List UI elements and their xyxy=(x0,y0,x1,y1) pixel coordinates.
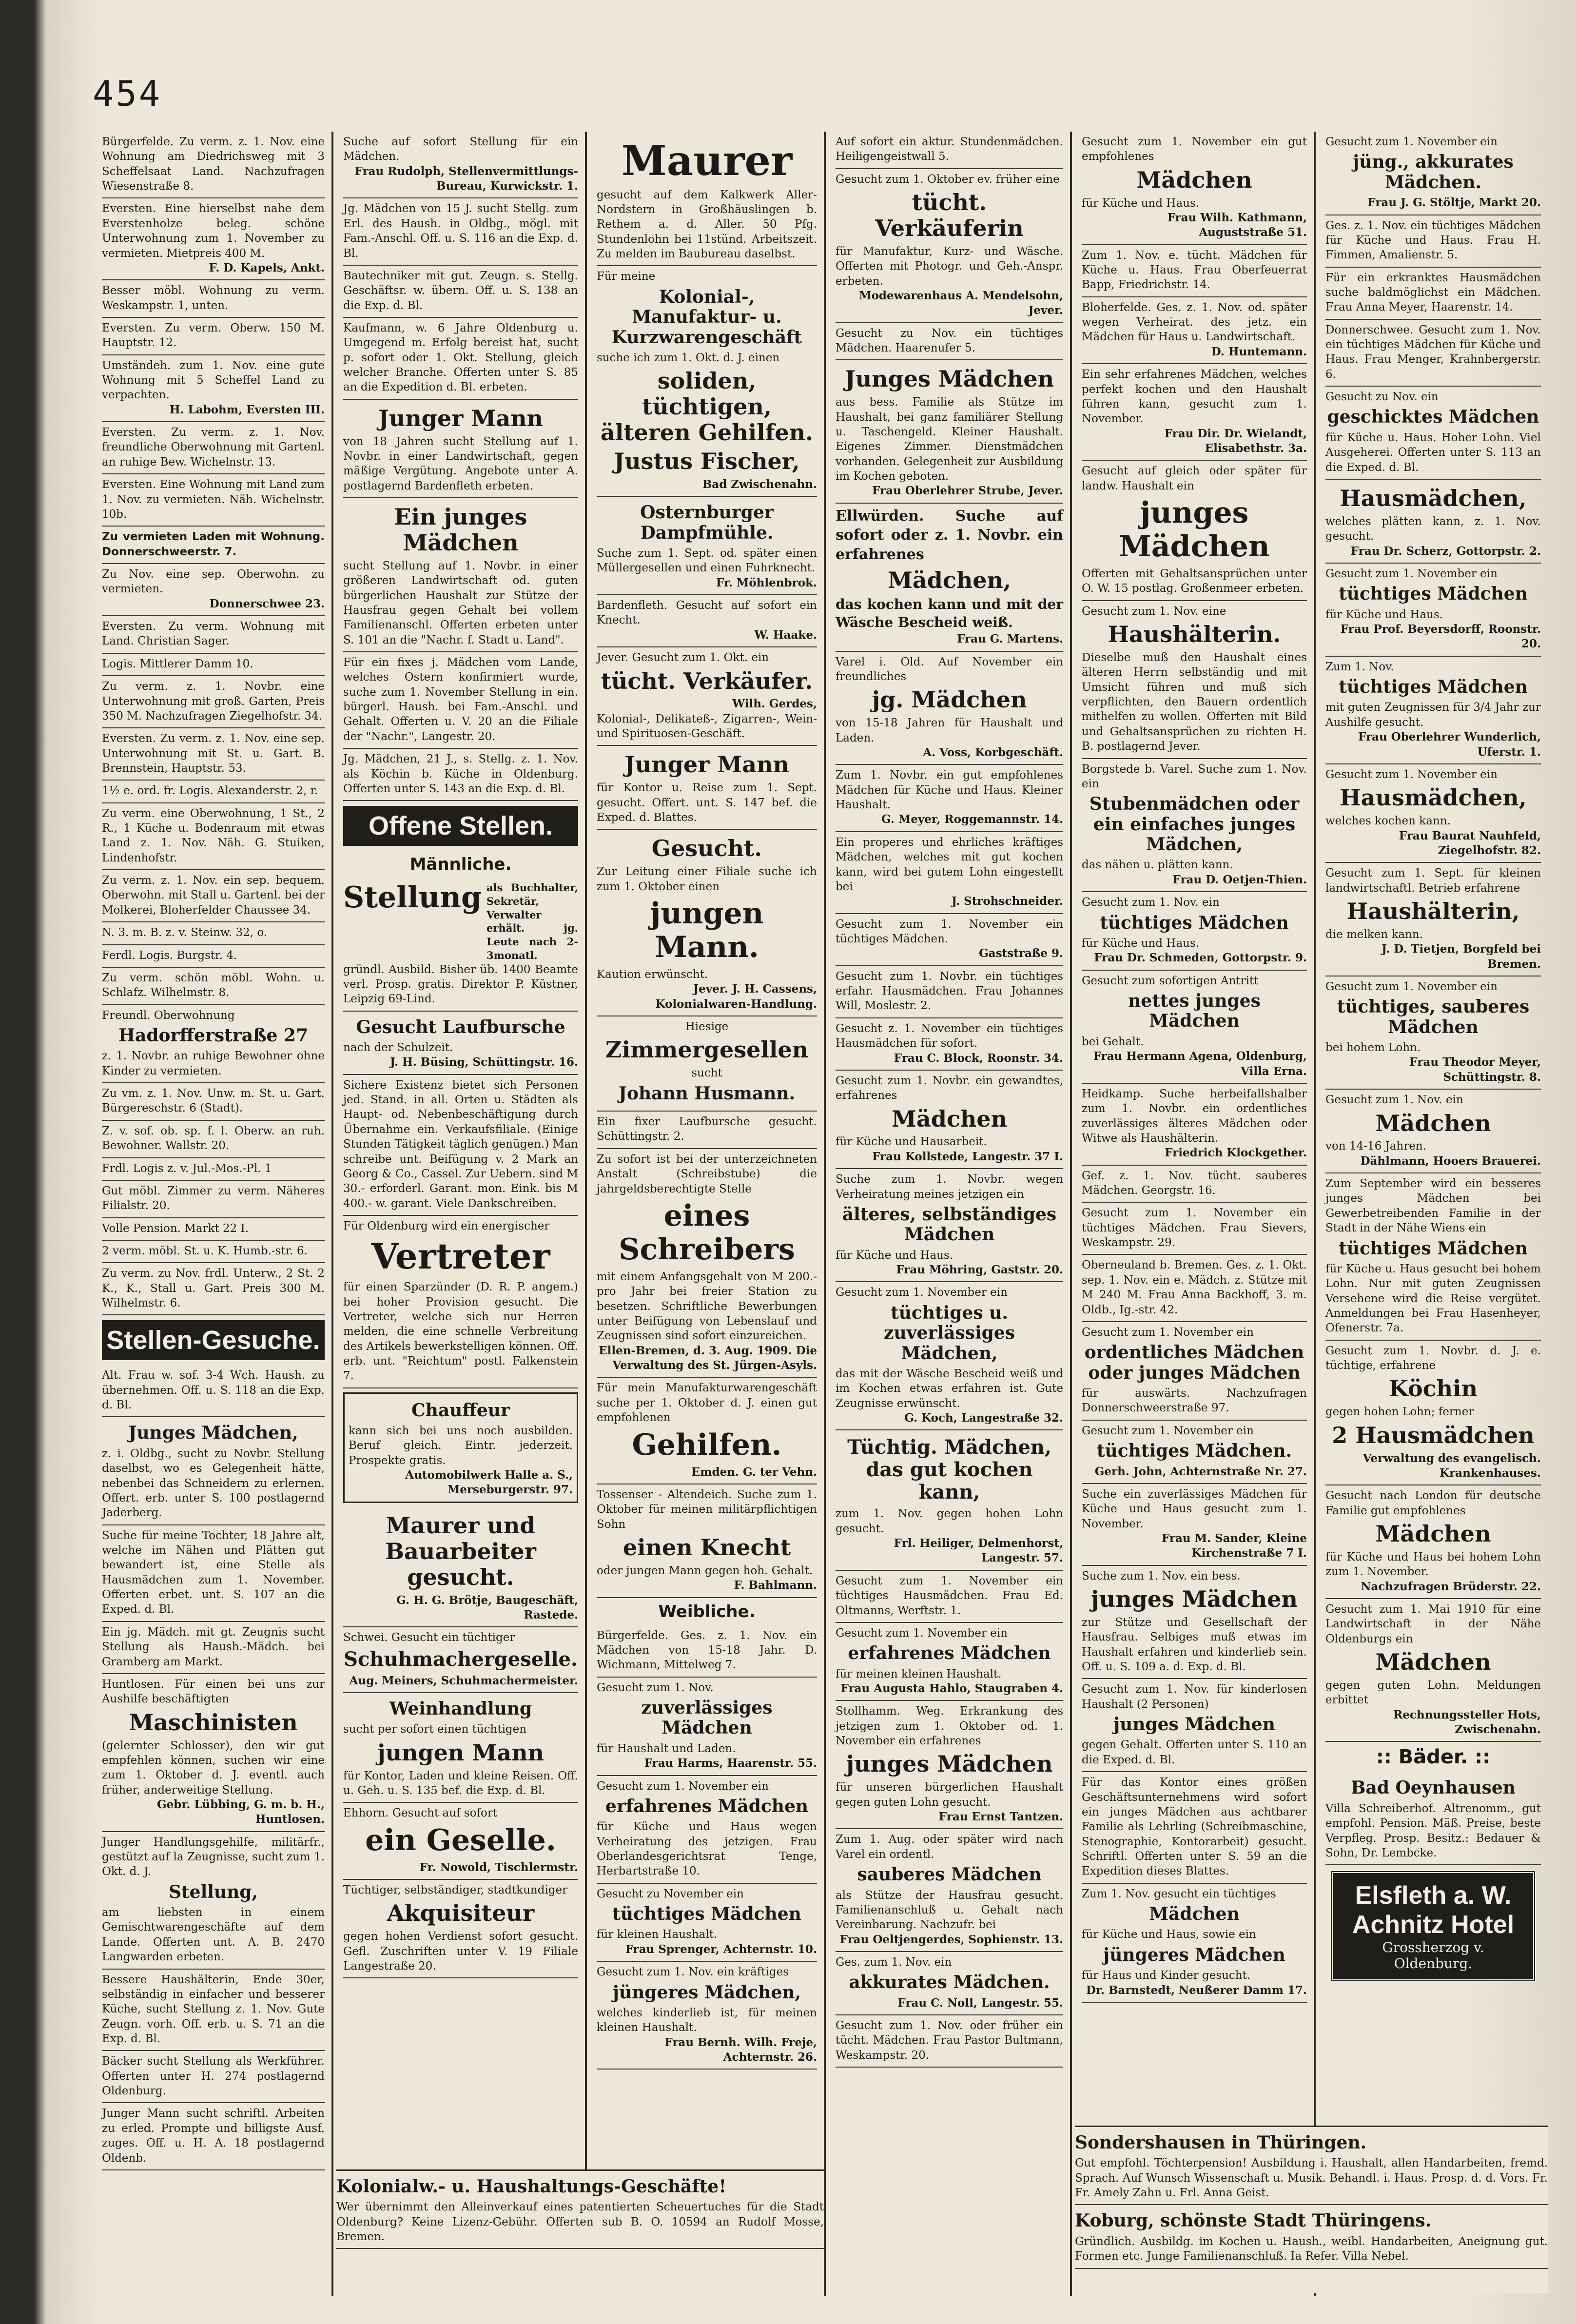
classified-ad: Für mein Manufakturwarengeschäft suche per 1. Oktober d. J. einen gut empfohlenen Gehilfen. Emden. G. ter Vehn. xyxy=(597,1378,817,1484)
classified-ad: Weinhandlung sucht per sofort einen tüchtigen jungen Mann für Kontor, Laden und kleine Reisen. Off. u. Geh. u. S. 135 bef. die Exp. d. Bl. xyxy=(343,1693,578,1803)
ad-headline: Kolonialw.- u. Haushaltungs-Geschäfte! xyxy=(336,2176,727,2197)
classified-ad: Zu Nov. eine sep. Oberwohn. zu vermieten. Donnerschwee 23. xyxy=(102,564,325,616)
classified-ad: Gesucht zum 1. Novbr. d. J. e. tüchtige, erfahrene Köchin gegen hohen Lohn; ferner 2 Hausmädchen Verwaltung des evangelisch. Krankenhauses. xyxy=(1325,1341,1541,1486)
classified-ad: Gesucht zum 1. Mai 1910 für eine Landwirtschaft in der Nähe Oldenburgs ein Mädchen gegen guten Lohn. Meldungen erbittet Rechnungssteller Hots, Zwischenahn. xyxy=(1325,1599,1541,1742)
column-3 xyxy=(590,132,824,2296)
ad-headline: junges Mädchen xyxy=(1113,1714,1275,1735)
ad-headline: Maschinisten xyxy=(129,1709,298,1736)
classified-ad: Z. v. sof. ob. sp. f. l. Oberw. an ruh. Bewohner. Wallstr. 20. xyxy=(102,1121,325,1158)
ad-headline: Mädchen xyxy=(1375,1521,1491,1547)
ad-headline: Hadorfferstraße 27 xyxy=(118,1025,308,1046)
ad-headline: Ein junges Mädchen xyxy=(394,504,527,556)
ad-headline: Zimmergesellen xyxy=(605,1036,809,1063)
ad-headline: Chauffeur xyxy=(411,1400,510,1421)
ad-headline: Maurer und Bauarbeiter gesucht. xyxy=(385,1512,536,1590)
classified-ad: Jever. Gesucht zum 1. Okt. ein tücht. Verkäufer. Wilh. Gerdes, Kolonial-, Delikateß-, Zigarren-, Wein- und Spirituosen-Geschäft. xyxy=(597,647,817,746)
ad-headline: Gesucht. xyxy=(651,835,762,862)
classified-ad: Suche für meine Tochter, 18 Jahre alt, welche im Nähen und Plätten gut bewandert ist, eine Stelle als Hausmädchen zum 1. November. Offerten erbet. unt. S. 107 an die Exped. d. Bl. xyxy=(102,1525,325,1622)
ad-headline: junges Mädchen xyxy=(846,1751,1053,1777)
classified-ad: Bloherfelde. Ges. z. 1. Nov. od. später wegen Verheirat. des jetz. ein Mädchen für Haus u. Landwirtschaft. D. Huntemann. xyxy=(1082,297,1307,364)
classified-ad: Bessere Haushälterin, Ende 30er, selbständig in einfacher und besserer Küche, sucht Stellung z. 1. Nov. Gute Zeugn. vorh. Off. erb. u. S. 71 an die Exp. d. Bl. xyxy=(102,1970,325,2051)
classified-ad: Eversten. Eine Wohnung mit Land zum 1. Nov. zu vermieten. Näh. Wichelnstr. 10b. xyxy=(102,474,325,527)
classified-ad: Gesucht auf gleich oder später für landw. Haushalt ein junges Mädchen Offerten mit Gehaltsansprüchen unter O. W. 15 postlag. Großenmeer erbeten. xyxy=(1082,461,1307,601)
ad-headline: erfahrenes Mädchen xyxy=(605,1796,809,1816)
ad-headline: Stubenmädchen oder ein einfaches junges Mädchen, xyxy=(1089,794,1300,855)
classified-ad: Junges Mädchen aus bess. Familie als Stütze im Haushalt, bei ganz familiärer Stellung u. Taschengeld. Kleiner Haushalt. Eigenes Zimmer. Dienstmädchen vorhanden. Gelegenheit zur Ausbildung im Kochen geboten. Frau Oberlehrer Strube, Jever. xyxy=(836,360,1063,503)
ad-headline: akkurates Mädchen. xyxy=(849,1972,1050,1993)
classified-ad: Gesucht zum 1. Nov. zuverlässiges Mädchen für Haushalt und Laden. Frau Harms, Haarenstr. 55. xyxy=(597,1678,817,1776)
ad-headline: Gehilfen. xyxy=(632,1427,782,1462)
classified-ad: Eversten. Eine hierselbst nahe dem Everstenholze beleg. schöne Unterwohnung zum 1. November zu vermieten. Mietpreis 400 M. F. D. Kapels, Ankt. xyxy=(102,198,325,280)
classified-ad: Eversten. Zu verm. z. 1. Nov. eine sep. Unterwohnung mit St. u. Gart. B. Brennstein, Hauptstr. 53. xyxy=(102,728,325,781)
ad-headline: tüchtiges Mädchen. xyxy=(1096,1441,1292,1462)
ad-headline: junges Mädchen xyxy=(1119,496,1270,564)
classified-ad: Alt. Frau w. sof. 3-4 Wch. Haush. zu übernehmen. Off. u. S. 118 an die Exp. d. Bl. xyxy=(102,1365,325,1417)
classified-ad: Zu vm. z. 1. Nov. Unw. m. St. u. Gart. Bürgereschstr. 6 (Stadt). xyxy=(102,1083,325,1121)
ad-headline: Vertreter xyxy=(371,1235,550,1277)
classified-ad: Für meine Kolonial-, Manufaktur- u. Kurzwarengeschäft suche ich zum 1. Okt. d. J. einen soliden, tüchtigen, älteren Gehilfen. Justus Fischer, Bad Zwischenahn. xyxy=(597,266,817,497)
classified-ad: Gesucht zum 1. Oktober ev. früher eine tücht. Verkäuferin für Manufaktur, Kurz- und Wäsche. Offerten mit Photogr. und Geh.-Anspr. erbeten. Modewarenhaus A. Mendelsohn, Jever. xyxy=(836,169,1063,323)
ad-headline: Stellung, xyxy=(169,1881,258,1902)
ad-headline: tücht. Verkäuferin xyxy=(875,189,1024,241)
column-5 xyxy=(1075,132,1314,2296)
classified-ad: Zum 1. Nov. e. tücht. Mädchen für Küche u. Haus. Frau Oberfeuerrat Bapp, Friedrichstr. 14. xyxy=(1082,245,1307,297)
ad-headline: tüchtiges u. zuverlässiges Mädchen, xyxy=(884,1302,1015,1364)
page-number: 454 xyxy=(93,73,162,114)
classified-ad: Für ein erkranktes Hausmädchen suche baldmöglichst ein Mädchen. Frau Anna Meyer, Haarenstr. 14. xyxy=(1325,268,1541,320)
ad-headline: jungen Mann. xyxy=(650,897,764,965)
classified-ad: Gesucht zum 1. November ein ordentliches Mädchen oder junges Mädchen für auswärts. Nachzufragen Donnerschweerstraße 97. xyxy=(1082,1322,1307,1421)
ad-headline: Akquisiteur xyxy=(387,1900,535,1927)
classified-ad: Ehhorn. Gesucht auf sofort ein Geselle. Fr. Nowold, Tischlermstr. xyxy=(343,1803,578,1880)
ad-headline: Mädchen xyxy=(891,1105,1008,1132)
classified-ad: Gesucht zum 1. Novbr. ein gewandtes, erfahrenes Mädchen für Küche und Hausarbeit. Frau Kollstede, Langestr. 37 I. xyxy=(836,1071,1063,1169)
ad-headline: Junges Mädchen, xyxy=(128,1423,298,1444)
classified-ad: Jg. Mädchen, 21 J., s. Stellg. z. 1. Nov. als Köchin b. Küche in Oldenburg. Offerten unter S. 143 an die Exp. d. Bl. xyxy=(343,749,578,801)
classified-ad: Maurer und Bauarbeiter gesucht. G. H. G. Brötje, Baugeschäft, Rastede. xyxy=(343,1507,578,1627)
classified-ad: Eversten. Zu verm. z. 1. Nov. freundliche Oberwohnung mit Gartenl. an ruhige Bew. Wichelnstr. 13. xyxy=(102,422,325,474)
classified-ad: Junger Handlungsgehilfe, militärfr., gestützt auf la Zeugnisse, sucht zum 1. Okt. d. J. Stellung, am liebsten in einem Gemischtwarengeschäfte auf dem Lande. Offerten unt. A. B. 2470 Langwarden erbeten. xyxy=(102,1832,325,1970)
classified-ad: Junger Mann sucht schriftl. Arbeiten zu erled. Prompte und billigste Ausf. zuges. Off. u. H. A. 18 postlagernd Oldenb. xyxy=(102,2103,325,2170)
classified-ad: Gesucht zum 1. November ein erfahrenes Mädchen für Küche und Haus wegen Verheiratung des jetzigen. Frau Oberlandesgerichtsrat Tenge, Herbartstraße 10. xyxy=(597,1776,817,1884)
ad-headline: nettes junges Mädchen xyxy=(1128,991,1261,1032)
classified-ad: Suche auf sofort Stellung für ein Mädchen. Frau Rudolph, Stellenvermittlungs-Bureau, Kurwickstr. 1. xyxy=(343,132,578,198)
classified-ad: Für ein fixes j. Mädchen vom Lande, welches Ostern konfirmiert wurde, suche zum 1. November Stellung in ein. bürgerl. Haush. bei Fam.-Anschl. und Gehalt. Offerten u. V. 20 an die Filiale der "Nachr.", Langestr. 20. xyxy=(343,652,578,749)
classified-ad: Suche zum 1. Novbr. wegen Verheiratung meines jetzigen ein älteres, selbständiges Mädchen für Küche und Haus. Frau Möhring, Gaststr. 20. xyxy=(836,1169,1063,1282)
column-2 xyxy=(336,132,585,2296)
ad-headline: jg. Mädchen xyxy=(872,686,1027,713)
ad-headline: tüchtiges Mädchen xyxy=(1100,912,1289,933)
ad-headline: tüchtiges Mädchen xyxy=(1339,677,1528,698)
classified-ad: Tossenser - Altendeich. Suche zum 1. Oktober für meinen militärpflichtigen Sohn einen Knecht oder jungen Mann gegen hoh. Gehalt. F. Bahlmann. xyxy=(597,1484,817,1598)
classified-ad: Gesucht zum 1. November ein jüng., akkurates Mädchen. Frau J. G. Stöltje, Markt 20. xyxy=(1325,132,1541,215)
ad-headline: Junger Mann xyxy=(378,405,543,431)
classified-ad: Zu vermieten Laden mit Wohnung. Donnerschweerstr. 7. xyxy=(102,527,325,564)
ad-signature: Johann Husmann. xyxy=(618,1083,796,1104)
classified-ad: Junger Mann für Kontor u. Reise zum 1. Sept. gesucht. Offert. unt. S. 147 bef. die Exped. d. Blattes. xyxy=(597,746,817,830)
classified-ad: Chauffeur kann sich bei uns noch ausbilden. Beruf gleich. Eintr. jederzeit. Prospekte gratis. Automobilwerk Halle a. S., Merseburgerstr. 97. xyxy=(343,1392,578,1503)
ad-headline: einen Knecht xyxy=(623,1534,791,1561)
ad-headline: Haushälterin, xyxy=(1346,898,1520,924)
classified-ad: Gesucht zum 1. November ein tüchtiges Mädchen. Gerh. John, Achternstraße Nr. 27. xyxy=(1082,1421,1307,1484)
classified-ad: Osternburger Dampfmühle. Suche zum 1. Sept. od. später einen Müllergesellen und einen Fuhrknecht. Fr. Möhlenbrok. xyxy=(597,497,817,595)
ad-headline: sauberes Mädchen xyxy=(857,1864,1042,1885)
ad-headline: tüchtiges Mädchen xyxy=(612,1904,801,1925)
classified-ad: Gef. z. 1. Nov. tücht. sauberes Mädchen. Georgstr. 16. xyxy=(1082,1166,1307,1203)
ad-headline: Hausmädchen, xyxy=(1340,784,1527,811)
classified-ad: Logis. Mittlerer Damm 10. xyxy=(102,654,325,676)
classified-ad: Eversten. Zu verm. Oberw. 150 M. Hauptstr. 12. xyxy=(102,318,325,355)
classified-ad: Huntlosen. Für einen bei uns zur Aushilfe beschäftigten Maschinisten (gelernter Schlosser), den wir gut empfehlen können, suchen wir eine zum 1. Oktober d. J. eventl. auch früher, anderweitige Stellung. Gebr. Lübbing, G. m. b. H., Huntlosen. xyxy=(102,1674,325,1832)
classified-ad: Gesucht zu Nov. ein tüchtiges Mädchen. Haarenufer 5. xyxy=(836,323,1063,361)
classified-ad: Ein properes und ehrliches kräftiges Mädchen, welches mit gut kochen kann, wird bei gutem Lohn eingestellt bei J. Strohschneider. xyxy=(836,832,1063,914)
classified-ad: Gesucht z. 1. November ein tüchtiges Hausmädchen für sofort. Frau C. Block, Roonstr. 34. xyxy=(836,1018,1063,1071)
ad-headline: jüngeres Mädchen, xyxy=(612,1982,801,2003)
classified-ad: Gesucht. Zur Leitung einer Filiale suche ich zum 1. Oktober einen jungen Mann. Kaution erwünscht. Jever. J. H. Cassens, Kolonialwaren-Handlung. xyxy=(597,830,817,1016)
ad-headline: eines Schreibers xyxy=(619,1198,795,1267)
classified-ad: Freundl. Oberwohnung Hadorfferstraße 27 z. 1. Novbr. an ruhige Bewohner ohne Kinder zu vermieten. xyxy=(102,1005,325,1083)
section-heading: Männliche. xyxy=(409,855,512,875)
ad-headline: Weinhandlung xyxy=(389,1698,532,1719)
classified-ad: N. 3. m. B. z. v. Steinw. 32, o. xyxy=(102,922,325,945)
classified-ad: Für Oldenburg wird ein energischer Vertreter für einen Sparzünder (D. R. P. angem.) bei hoher Provision gesucht. Die Vertreter, welche sich nur Herren melden, die eine schnelle Verbreitung des Artikels bewerkstelligen können. Off. erb. unt. "Reichtum" postl. Falkenstein 7. xyxy=(343,1216,578,1388)
classified-ad: Zum September wird ein besseres junges Mädchen bei Gewerbetreibenden Familie in der Stadt in der Nähe Wiens ein tüchtiges Mädchen für Küche u. Haus gesucht bei hohem Lohn. Nur mit guten Zeugnissen Versehene wird die Reise vergütet. Anmeldungen bei Frau Hasenheyer, Ofenerstr. 7a. xyxy=(1325,1173,1541,1341)
ad-headline: Tüchtig. Mädchen, das gut kochen kann, xyxy=(847,1436,1051,1504)
ad-headline: Mädchen xyxy=(1375,1110,1491,1136)
classified-ad: Suche ein zuverlässiges Mädchen für Küche und Haus gesucht zum 1. November. Frau M. Sander, Kleine Kirchenstraße 7 I. xyxy=(1082,1484,1307,1566)
classified-ad: Ein sehr erfahrenes Mädchen, welches perfekt kochen und den Haushalt führen kann, gesucht zum 1. November. Frau Dir. Dr. Wielandt, Elisabethstr. 3a. xyxy=(1082,364,1307,461)
classified-ad: Gesucht zum 1. November ein tüchtiges Mädchen für Küche und Haus. Frau Prof. Beyersdorff, Roonstr. 20. xyxy=(1325,564,1541,657)
ad-headline: Mädchen xyxy=(1375,1649,1491,1676)
classified-ad: Ellwürden. Suche auf sofort oder z. 1. Novbr. ein erfahrenes Mädchen, das kochen kann und mit der Wäsche Bescheid weiß. Frau G. Martens. xyxy=(836,504,1063,652)
classified-ad: Bürgerfelde. Ges. z. 1. Nov. ein Mädchen von 15-18 Jahr. D. Wichmann, Mittelweg 7. xyxy=(597,1625,817,1678)
classified-ad: Gesucht zum 1. November ein tüchtiges u. zuverlässiges Mädchen, das mit der Wäsche Bescheid weiß und im Kochen etwas erfahren ist. Gute Zeugnisse erwünscht. G. Koch, Langestraße 32. xyxy=(836,1282,1063,1430)
classified-ad: Suche zum 1. Nov. ein bess. junges Mädchen zur Stütze und Gesellschaft der Hausfrau. Selbiges muß etwas im Haushalt erfahren und kinderlieb sein. Off. u. S. 109 a. d. Exp. d. Bl. xyxy=(1082,1566,1307,1680)
classified-ad: Gesucht Laufbursche nach der Schulzeit. J. H. Büsing, Schüttingstr. 16. xyxy=(343,1012,578,1075)
column-1 xyxy=(95,132,331,2296)
ad-headline: tüchtiges Mädchen xyxy=(1339,1238,1528,1259)
column-4 xyxy=(829,132,1070,2296)
classified-ad: Zum 1. Aug. oder später wird nach Varel ein ordentl. sauberes Mädchen als Stütze der Hausfrau gesucht. Familienanschluß u. Gehalt nach Vereinbarung. Nachzufr. bei Frau Oeltjengerdes, Sophienstr. 13. xyxy=(836,1829,1063,1952)
ad-headline: Gesucht Laufbursche xyxy=(356,1016,565,1037)
classified-ad: Zum 1. Nov. gesucht ein tüchtiges Mädchen für Küche und Haus, sowie ein jüngeres Mädchen für Haus und Kinder gesucht. Dr. Barnstedt, Neußerer Damm 17. xyxy=(1082,1884,1307,2003)
classified-ad: Zu verm. schön möbl. Wohn. u. Schlafz. Wilhelmstr. 8. xyxy=(102,968,325,1005)
classified-ad: Gesucht zu Nov. ein geschicktes Mädchen für Küche u. Haus. Hoher Lohn. Viel Ausgeherei. Offerten unter S. 113 an die Exped. d. Bl. xyxy=(1325,387,1541,480)
classified-ad: Kaufmann, w. 6 Jahre Oldenburg u. Umgegend m. Erfolg bereist hat, sucht p. sofort oder 1. Okt. Stellung, gleich welcher Branche. Offerten unter S. 85 an die Expedition d. Bl. erbeten. xyxy=(343,318,578,400)
ad-headline: tücht. Verkäufer. xyxy=(601,667,813,694)
classified-ad: Bardenfleth. Gesucht auf sofort ein Knecht. W. Haake. xyxy=(597,595,817,647)
ad-headline: jungen Mann xyxy=(377,1739,545,1766)
classified-ad: Für das Kontor eines größen Geschäftsunternehmens wird sofort ein junges Mädchen aus achtbarer Familie als Lehrling (Schreibmaschine, Stenographie, Kontorarbeit) gesucht. Schriftl. Offerten unter S. 59 an die Expedition dieses Blattes. xyxy=(1082,1772,1307,1884)
classified-ad: Tüchtiger, selbständiger, stadtkundiger Akquisiteur gegen hohen Verdienst sofort gesucht. Gefl. Zuschriften unter V. 19 Filiale Langestraße 20. xyxy=(343,1880,578,1978)
classified-ad: Bautechniker mit gut. Zeugn. s. Stellg. Geschäftsr. w. übern. Off. u. S. 138 an die Exp. d. Bl. xyxy=(343,266,578,318)
ad-headline: ein Geselle. xyxy=(365,1823,556,1857)
classified-ad: Gesucht zu November ein tüchtiges Mädchen für kleinen Haushalt. Frau Sprenger, Achternstr. 10. xyxy=(597,1884,817,1962)
classified-ad: Zu verm. zu Nov. frdl. Unterw., 2 St. 2 K., K., Stall u. Gart. Preis 300 M. Wilhelmstr. 6. xyxy=(102,1263,325,1315)
classified-ad: Gesucht zum 1. Nov. für kinderlosen Haushalt (2 Personen) junges Mädchen gegen Gehalt. Offerten unter S. 110 an die Exped. d. Bl. xyxy=(1082,1679,1307,1772)
section-heading: :: Bäder. :: xyxy=(1376,1746,1491,1769)
classified-ad: Zum 1. Novbr. ein gut empfohlenes Mädchen für Küche und Haus. Kleiner Haushalt. G. Meyer, Roggemannstr. 14. xyxy=(836,765,1063,832)
ad-headline: Köchin xyxy=(1388,1375,1478,1402)
ad-headline: Kolonial-, Manufaktur- u. Kurzwarengeschäft xyxy=(611,286,802,348)
classified-ad: Gesucht zum 1. November ein tüchtiges Hausmädchen. Frau Ed. Oltmanns, Werftstr. 1. xyxy=(836,1571,1063,1623)
classified-ad: Maurer gesucht auf dem Kalkwerk Aller-Nordstern in Großhäuslingen b. Rethem a. d. Aller. 50 Pfg. Stundenlohn bei 11stünd. Arbeitszeit. Zu melden im Baubureau daselbst. xyxy=(597,132,817,266)
ad-headline: Mädchen, xyxy=(887,566,1012,593)
ad-headline: Mädchen xyxy=(1149,1904,1240,1925)
classified-ad: Hiesige Zimmergesellen sucht Johann Husmann. xyxy=(597,1016,817,1112)
classified-ad: Ein fixer Laufbursche gesucht. Schüttingstr. 2. xyxy=(597,1112,817,1149)
ad-headline: Osternburger Dampfmühle. xyxy=(640,502,774,543)
ad-headline: jüngeres Mädchen xyxy=(1103,1944,1285,1965)
section-heading: Weibliche. xyxy=(658,1601,756,1621)
ad-headline: geschicktes Mädchen xyxy=(1327,407,1539,428)
ad-headline: Stellung xyxy=(343,880,482,915)
classified-ad: Gesucht zum 1. Nov. oder früher ein tücht. Mädchen. Frau Pastor Bultmann, Weskampstr. 20. xyxy=(836,2015,1063,2068)
classified-ad: Koburg, schönste Stadt Thüringens. Gründlich. Ausbildg. im Kochen u. Haush., weibl. Handarbeiten, Aneignung gut. Formen etc. Junge Familienanschluß. Ia Refer. Villa Nebel. xyxy=(1075,2205,1548,2268)
classified-ad: Gesucht zum 1. November ein tüchtiges Mädchen. Gaststraße 9. xyxy=(836,914,1063,966)
classified-ad: Ferdl. Logis. Burgstr. 4. xyxy=(102,945,325,968)
classified-ad: Frdl. Logis z. v. Jul.-Mos.-Pl. 1 xyxy=(102,1158,325,1181)
section-banner: Stellen-Gesuche. xyxy=(102,1320,325,1360)
classified-ad: Kolonialw.- u. Haushaltungs-Geschäfte! Wer übernimmt den Alleinverkauf eines patentierten Scheuertuches für die Stadt Oldenburg? Keine Lizenz-Gebühr. Offerten sub B. O. 10594 an Rudolf Mosse, Bremen. xyxy=(336,2171,824,2249)
ad-headline: Hausmädchen, xyxy=(1340,485,1527,511)
classified-ad: Gesucht zum 1. November ein tüchtiges Mädchen. Frau Sievers, Weskampstr. 29. xyxy=(1082,1203,1307,1255)
classified-ad: Tüchtig. Mädchen, das gut kochen kann, zum 1. Nov. gegen hohen Lohn gesucht. Frl. Heiliger, Delmenhorst, Langestr. 57. xyxy=(836,1430,1063,1570)
classified-ad: Zu verm. z. 1. Nov. ein sep. bequem. Oberwohn. mit Stall u. Gartenl. bei der Molkerei, Bloherfelder Chaussee 34. xyxy=(102,870,325,922)
classified-ad: Ein jg. Mädch. mit gt. Zeugnis sucht Stellung als Haush.-Mädch. bei Gramberg am Markt. xyxy=(102,1622,325,1674)
classified-ad: Bäcker sucht Stellung als Werkführer. Offerten unter H. 274 postlagernd Oldenburg. xyxy=(102,2051,325,2103)
ad-headline: Mädchen xyxy=(1136,166,1252,193)
ad-headline: ordentliches Mädchen oder junges Mädchen xyxy=(1084,1342,1304,1383)
ad-headline: zuverlässiges Mädchen xyxy=(641,1698,773,1738)
ad-headline: tüchtiges, sauberes Mädchen xyxy=(1337,996,1530,1037)
classified-ad: Zu verm. eine Oberwohnung, 1 St., 2 R., 1 Küche u. Bodenraum mit etwas Land z. 1. Nov. Näh. G. Stuiken, Lindenhofstr. xyxy=(102,803,325,870)
ad-headline: Bad Oeynhausen xyxy=(1351,1777,1516,1798)
classified-ad: Zum 1. Nov. tüchtiges Mädchen mit guten Zeugnissen für 3/4 Jahr zur Aushilfe gesucht. Frau Oberlehrer Wunderlich, Uferstr. 1. xyxy=(1325,657,1541,764)
classified-ad: 2 verm. möbl. St. u. K. Humb.-str. 6. xyxy=(102,1241,325,1263)
classified-ad: Gesucht nach London für deutsche Familie gut empfohlenes Mädchen für Küche und Haus bei hohem Lohn zum 1. November. Nachzufragen Brüderstr. 22. xyxy=(1325,1485,1541,1599)
classified-ad: Varel i. Old. Auf November ein freundliches jg. Mädchen von 15-18 Jahren für Haushalt und Laden. A. Voss, Korbgeschäft. xyxy=(836,652,1063,765)
classified-ad: Oberneuland b. Bremen. Ges. z. 1. Okt. sep. 1. Nov. ein e. Mädch. z. Stütze mit M 240 M. Frau Anna Backhoff, 3. m. Oldb., Ig.-str. 42. xyxy=(1082,1255,1307,1322)
classified-ad: Gut möbl. Zimmer zu verm. Näheres Filialstr. 20. xyxy=(102,1181,325,1218)
classified-ad: Gesucht zum 1. Nov. ein kräftiges jüngeres Mädchen, welches kinderlieb ist, für meinen kleinen Haushalt. Frau Bernh. Wilh. Freje, Achternstr. 26. xyxy=(597,1962,817,2070)
classified-ad: Bürgerfelde. Zu verm. z. 1. Nov. eine Wohnung am Diedrichsweg mit 3 Scheffelsaat Land. Nachzufragen Wiesenstraße 8. xyxy=(102,132,325,198)
ad-headline: erfahrenes Mädchen xyxy=(848,1643,1051,1664)
classified-ad: Gesucht zum 1. Nov. ein Mädchen von 14-16 Jahren. Dählmann, Hooers Brauerei. xyxy=(1325,1090,1541,1173)
classified-ad: Gesucht zum 1. Nov. ein tüchtiges Mädchen für Küche und Haus. Frau Dr. Schmeden, Gottorpstr. 9. xyxy=(1082,892,1307,970)
classified-ad: Umständeh. zum 1. Nov. eine gute Wohnung mit 5 Scheffel Land zu verpachten. H. Labohm, Eversten III. xyxy=(102,355,325,422)
ad-headline: Schuhmachergeselle. xyxy=(344,1647,578,1671)
classified-ad: Schwei. Gesucht ein tüchtiger Schuhmachergeselle. Aug. Meiners, Schuhmachermeister. xyxy=(343,1627,578,1693)
classified-ad: Gesucht zum 1. November ein gut empfohlenes Mädchen für Küche und Haus. Frau Wilh. Kathmann, Auguststraße 51. xyxy=(1082,132,1307,245)
ad-headline: Junges Mädchen xyxy=(844,366,1054,392)
ad-headline: älteres, selbständiges Mädchen xyxy=(842,1204,1057,1245)
ad-headline: Sondershausen in Thüringen. xyxy=(1075,2132,1367,2153)
classified-ad: Gesucht zum 1. Novbr. ein tüchtiges erfahr. Hausmädchen. Frau Johannes Will, Moslestr. 2. xyxy=(836,966,1063,1018)
hotel-advertisement: Elsfleth a. W. Achnitz Hotel Grossherzog v. Oldenburg. xyxy=(1330,1870,1536,1982)
ad-headline: Junger Mann xyxy=(624,751,789,778)
ad-signature: Justus Fischer, xyxy=(614,448,800,474)
column-rule xyxy=(1314,132,1316,2296)
classified-ad: Volle Pension. Markt 22 I. xyxy=(102,1218,325,1241)
classified-ad: Zu sofort ist bei der unterzeichneten Anstalt (Schreibstube) die jahrgeldsberechtigte Stelle eines Schreibers mit einem Anfangsgehalt von M 200.- pro Jahr bei freier Station zu besetzen. Schriftliche Bewerbungen unter Beifügung von Lebenslauf und Zeugnissen sind sofort einzureichen. Ellen-Bremen, d. 3. Aug. 1909. Die Verwaltung des St. Jürgen-Asyls. xyxy=(597,1149,817,1378)
classified-ad: Ein junges Mädchen sucht Stellung auf 1. Novbr. in einer größeren Landwirtschaft od. guten bürgerlichen Haushalt zur Stütze der Hausfrau gegen Gehalt bei vollem Familienanschl. Offerten erbeten unter S. 101 an die "Nachr. f. Stadt u. Land". xyxy=(343,498,578,652)
classified-ad: Junger Mann von 18 Jahren sucht Stellung auf 1. Novbr. in einer Landwirtschaft, gegen mäßige Vergütung. Angebote unter A. postlagernd Bardenfleth erbeten. xyxy=(343,400,578,498)
footer-ads xyxy=(336,2169,824,2298)
ad-headline: tüchtiges Mädchen xyxy=(1339,584,1528,605)
classified-ad: Zu verm. z. 1. Novbr. eine Unterwohnung mit groß. Garten, Preis 350 M. Nachzufragen Ziegelhofstr. 34. xyxy=(102,676,325,728)
ad-headline: Koburg, schönste Stadt Thüringens. xyxy=(1075,2210,1432,2231)
classified-ad: Auf sofort ein aktur. Stundenmädchen. Heiligengeistwall 5. xyxy=(836,132,1063,169)
footer-ads xyxy=(1075,2126,1548,2293)
classified-ad: Eversten. Zu verm. Wohnung mit Land. Christian Sager. xyxy=(102,616,325,654)
classified-ad: Donnerschwee. Gesucht zum 1. Nov. ein tüchtiges Mädchen für Küche und Haus. Frau Menger, Krahnbergerstr. 6. xyxy=(1325,320,1541,387)
ad-headline: Haushälterin. xyxy=(1108,621,1281,648)
classified-ad: Gesucht zum 1. Nov. eine Haushälterin. Dieselbe muß den Haushalt eines älteren Herrn selbständig und mit Umsicht führen und muß sich verpflichten, den Bauern ordentlich mithelfen zu wollen. Offerten mit Bild und Gehaltsansprüchen zu richten H. B. postlagernd Jever. xyxy=(1082,601,1307,759)
classified-ad: Bad Oeynhausen Villa Schreiberhof. Altrenomm., gut empfohl. Pension. Mäß. Preise, beste Verpfleg. Prosp. Besitz.: Bedauer & Sohn, Dr. Lembcke. xyxy=(1325,1772,1541,1865)
classified-ad: Gesucht zum 1. November ein Hausmädchen, welches kochen kann. Frau Baurat Nauhfeld, Ziegelhofstr. 82. xyxy=(1325,764,1541,863)
classified-ad: Jg. Mädchen von 15 J. sucht Stellg. zum Erl. des Haush. in Oldbg., mögl. mit Fam.-Anschl. Off. u. S. 116 an die Exp. d. Bl. xyxy=(343,198,578,265)
classified-ad: Sichere Existenz bietet sich Personen jed. Stand. in all. Orten u. Städten als Haupt- od. Nebenbeschäftigung durch Übernahme ein. Verkaufsfiliale. (Einige Stunden Tätigkeit täglich genügen.) Man schreibe unt. Beifügung v. 2 Mark an Georg & Co., Cassel. Zur Uebern. sind M 30.- erforderl. Garant. mon. Eink. bis M 400.- w. garant. Viele Dankschreiben. xyxy=(343,1075,578,1216)
classified-ad: Sondershausen in Thüringen. Gut empfohl. Töchterpension! Ausbildung i. Haushalt, allen Handarbeiten, fremd. Sprach. Auf Wunsch Wissenschaft u. Musik. Behandl. i. Haus. Prosp. d. d. Vors. Fr. Fr. Amely Zahn u. Frl. Anna Geist. xyxy=(1075,2127,1548,2205)
classified-ad: Stollhamm. Weg. Erkrankung des jetzigen zum 1. Oktober od. 1. November ein erfahrenes junges Mädchen für unseren bürgerlichen Haushalt gegen guten Lohn gesucht. Frau Ernst Tantzen. xyxy=(836,1701,1063,1829)
classified-ad: 1½ e. ord. fr. Logis. Alexanderstr. 2, r. xyxy=(102,781,325,803)
ad-headline: junges Mädchen xyxy=(1091,1586,1298,1613)
classified-ad: Gesucht zum 1. November ein tüchtiges, sauberes Mädchen bei hohem Lohn. Frau Theodor Meyer, Schüttingstr. 8. xyxy=(1325,976,1541,1090)
ad-headline: Maurer xyxy=(621,137,793,185)
classified-ad: Ges. z. 1. Nov. ein tüchtiges Mädchen für Küche und Haus. Frau H. Fimmen, Amalienstr. 5. xyxy=(1325,215,1541,268)
classified-ad: Borgstede b. Varel. Suche zum 1. Nov. ein Stubenmädchen oder ein einfaches junges Mädchen, das nähen u. plätten kann. Frau D. Oetjen-Thien. xyxy=(1082,759,1307,893)
column-rule xyxy=(1070,132,1072,2296)
classified-ad: Gesucht zum sofortigen Antritt nettes junges Mädchen bei Gehalt. Frau Hermann Agena, Oldenburg, Villa Erna. xyxy=(1082,971,1307,1084)
classified-ad: Gesucht zum 1. Sept. für kleinen landwirtschaftl. Betrieb erfahrene Haushälterin, die melken kann. J. D. Tietjen, Borgfeld bei Bremen. xyxy=(1325,863,1541,976)
classified-ad: Junges Mädchen, z. i. Oldbg., sucht zu Novbr. Stellung daselbst, wo es Gelegenheit hätte, nebenbei das Schneidern zu erlernen. Offert. erb. unter S. 100 postlagernd Jaderberg. xyxy=(102,1417,325,1525)
column-6 xyxy=(1319,132,1548,2296)
column-rule xyxy=(585,132,587,2296)
ad-headline: soliden, tüchtigen, älteren Gehilfen. xyxy=(600,368,814,446)
section-banner: Offene Stellen. xyxy=(343,806,578,846)
classified-ad: Gesucht zum 1. November ein erfahrenes Mädchen für meinen kleinen Haushalt. Frau Augusta Hahlo, Staugraben 4. xyxy=(836,1623,1063,1701)
classified-ad: Stellung als Buchhalter, Sekretär, Verwalter erhält. jg. Leute nach 2-3monatl. gründl. Ausbild. Bisher üb. 1400 Beamte verl. Prosp. gratis. Direktor P. Küstner, Leipzig 69-Lind. xyxy=(343,878,578,1011)
column-rule xyxy=(824,132,826,2296)
classified-ad: Ges. zum 1. Nov. ein akkurates Mädchen. Frau C. Noll, Langestr. 55. xyxy=(836,1952,1063,2015)
column-rule xyxy=(331,132,333,2296)
classified-ad: Besser möbl. Wohnung zu verm. Weskampstr. 1, unten. xyxy=(102,280,325,318)
ad-headline: jüng., akkurates Mädchen. xyxy=(1353,152,1514,193)
ad-headline: 2 Hausmädchen xyxy=(1332,1422,1535,1448)
classified-ad: Heidkamp. Suche herbeifallshalber zum 1. Novbr. ein ordentliches zuverlässiges älteres Mädchen oder Witwe als Haushälterin. Friedrich Klockgether. xyxy=(1082,1084,1307,1166)
classified-ad: Hausmädchen, welches plätten kann, z. 1. Nov. gesucht. Frau Dr. Scherz, Gottorpstr. 2. xyxy=(1325,480,1541,564)
